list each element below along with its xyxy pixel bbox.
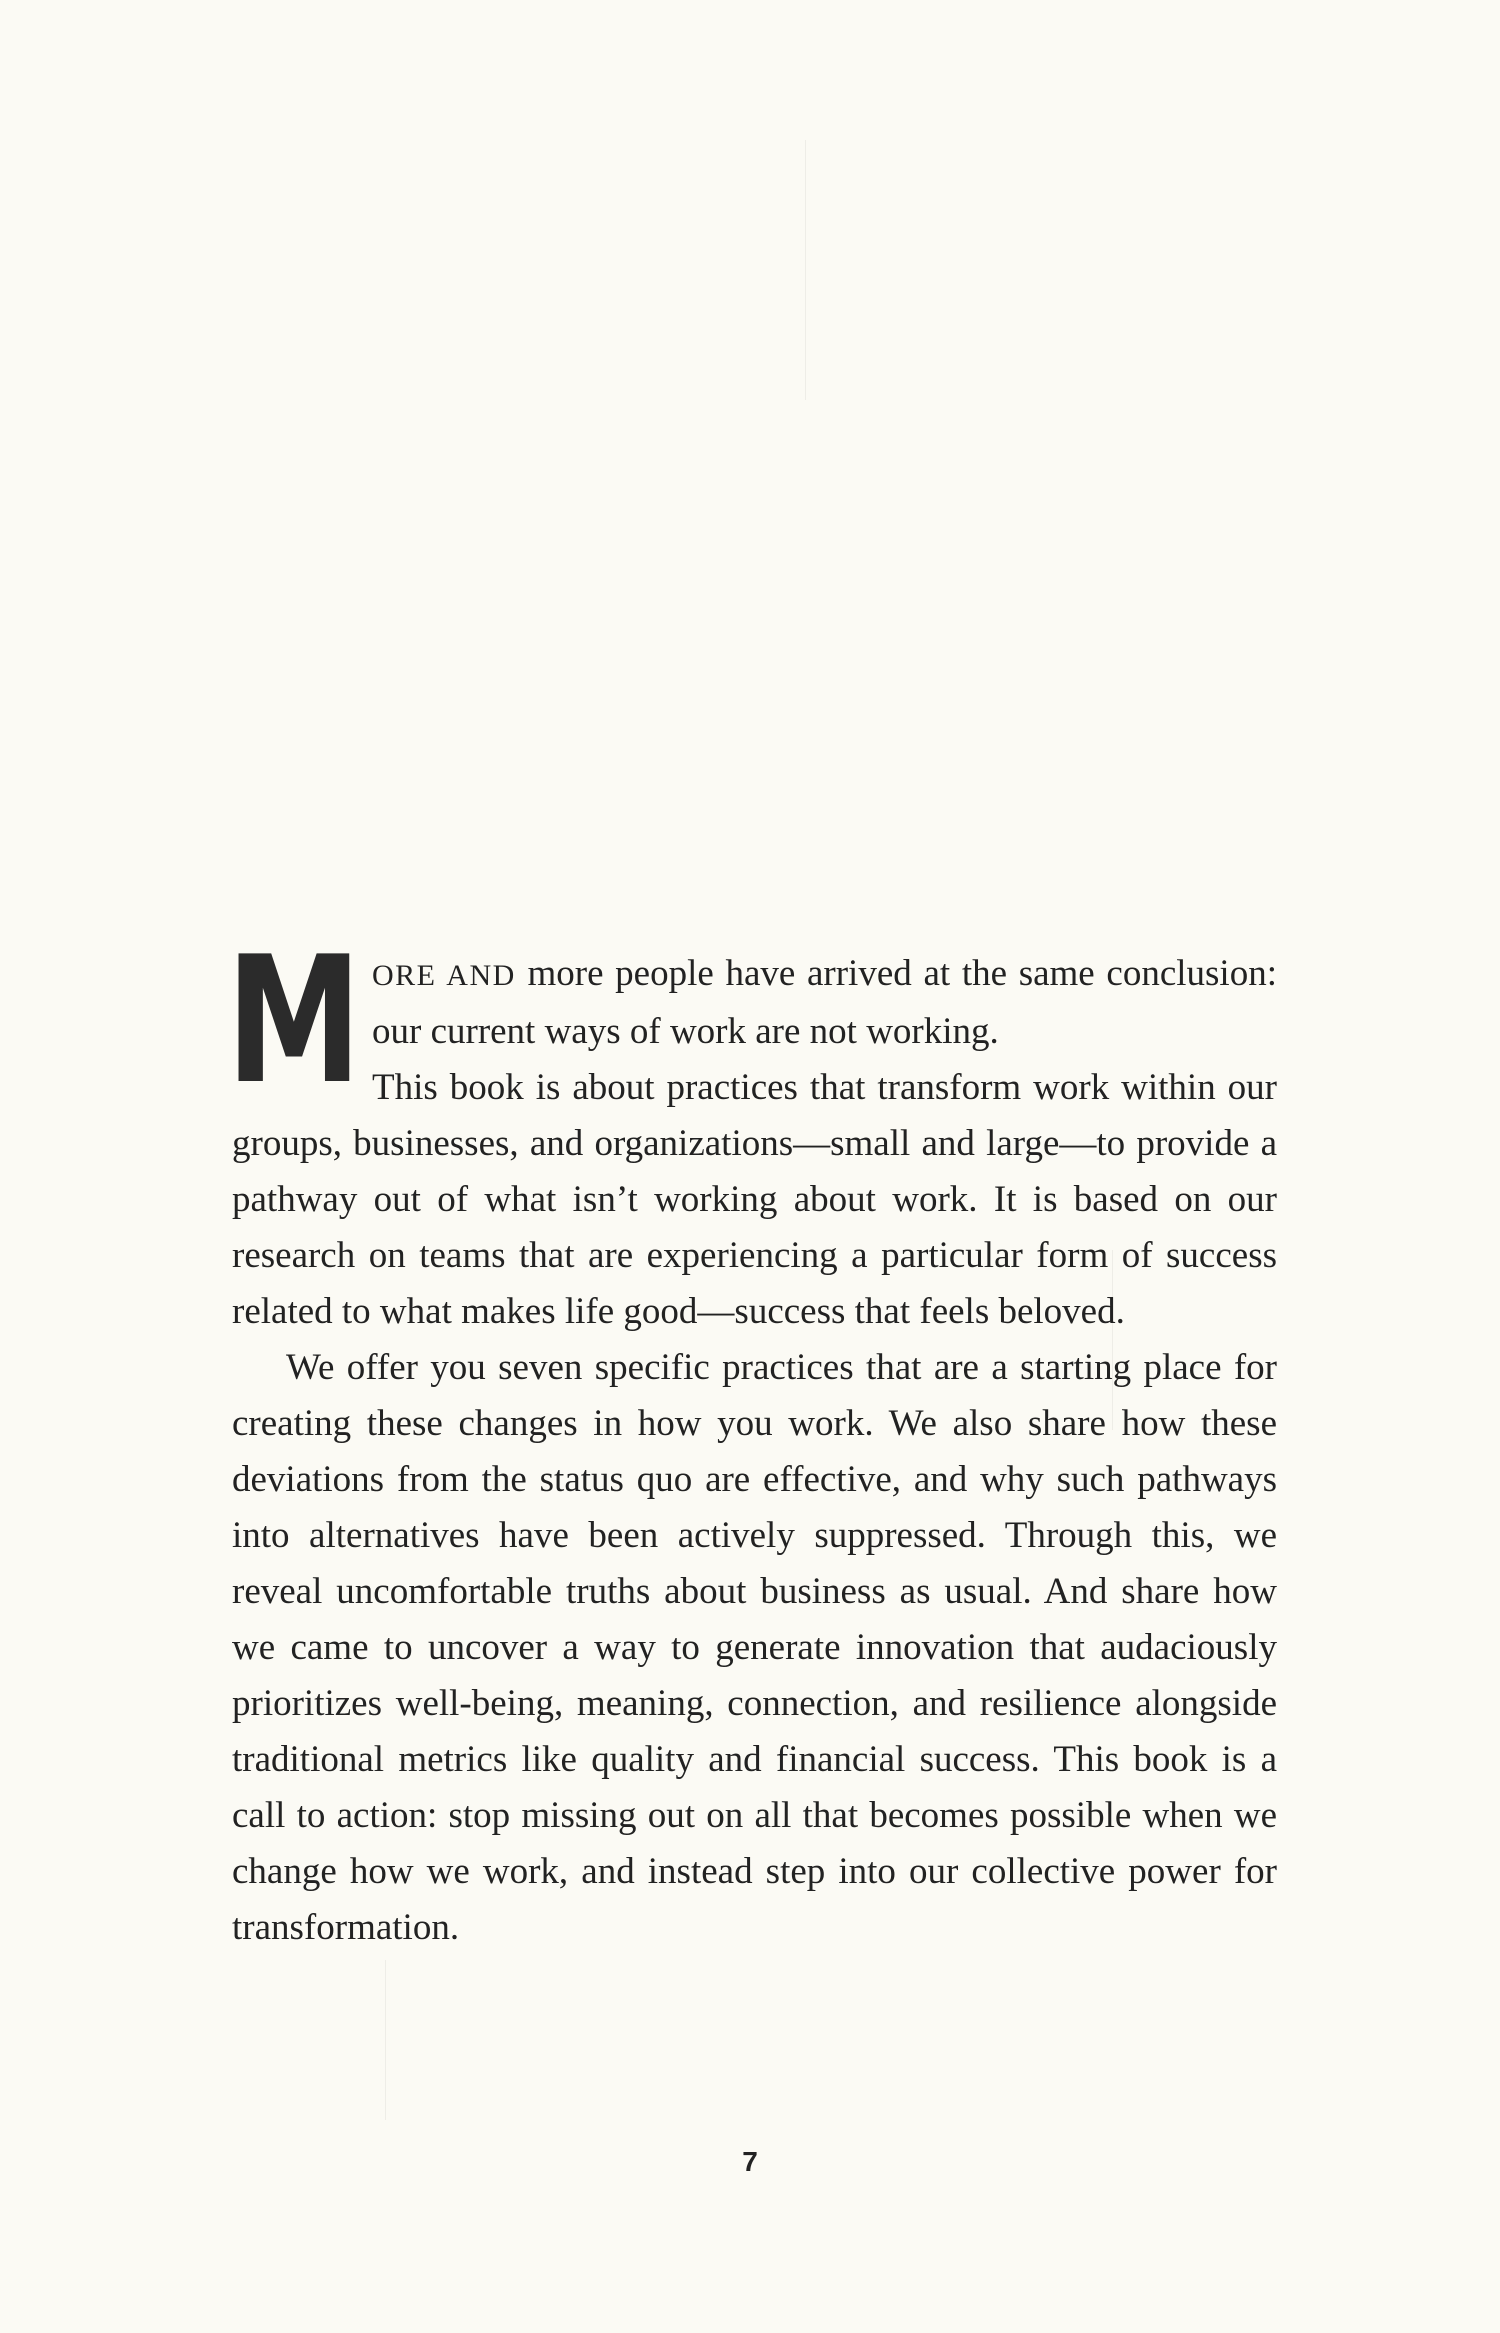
- scan-artifact: [385, 1960, 386, 2120]
- paragraph-2: This book is about practices that transform work within our groups, businesses, and organizations—small and large—to provide a pathway out of what isn’t working about work. It is based on our research on teams that are experiencing a particular form of success related to what makes life good—success that feels beloved.: [232, 1067, 1277, 1332]
- drop-cap: M: [226, 920, 359, 1123]
- paragraph-3: We offer you seven specific practices that are a starting place for creating these changes in how you work. We also share how these deviations from the status quo are effective, and why such pathways into alternatives have been actively suppressed. Through this, we reveal uncomfortable truths about business as usual. And share how we came to uncover a way to generate innovation that audaciously prioritizes well-being, meaning, connection, and resilience alongside traditional metrics like quality and financial success. This book is a call to action: stop missing out on all that becomes possible when we change how we work, and instead step into our collective power for transformation.: [232, 1347, 1277, 1948]
- body-text: [226, 920, 1277, 1956]
- paragraph-1: [226, 920, 1277, 1123]
- paragraph-1-text: more people have arrived at the same conclusion: our current ways of work are not working.: [372, 953, 1277, 1052]
- scan-artifact: [805, 140, 806, 400]
- lead-in-smallcaps: ORE AND: [372, 959, 516, 992]
- page-number: 7: [742, 2146, 758, 2177]
